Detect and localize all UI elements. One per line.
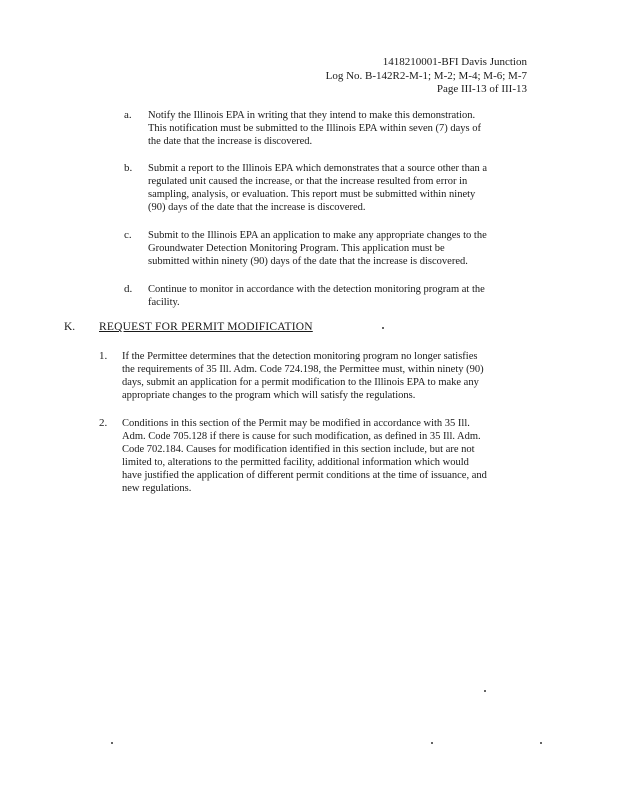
scan-speck [431,742,433,744]
item-a-label: a. [124,109,132,121]
section-k-letter: K. [64,321,76,333]
header-page-number: Page III-13 of III-13 [436,83,527,95]
item-1-label: 1. [99,350,108,362]
item-d-text: Continue to monitor in accordance with the detection monitoring program at the facility. [148,284,485,308]
item-2-text: Conditions in this section of the Permit may be modified in accordance with 35 Ill. Adm. Code 705.128 if there is cause for such modification, as defined in 35 Ill. Adm. Code 702.184. Causes for modification identified in this section include, but are not limited to, alterations to the permitted facility, additional information which would have justified the application of different permit conditions at the time of issuance, and new regulations. [122,418,487,494]
item-2-label: 2. [99,417,108,429]
item-b-text: Submit a report to the Illinois EPA which demonstrates that a source other than a regulated unit caused the increase, or that the increase resulted from error in sampling, analysis, or evaluation. This report must be submitted within ninety (90) days of the date that the increase is discovered. [148,163,488,213]
item-1-text: If the Permittee determines that the detection monitoring program no longer satisfies the requirements of 35 Ill. Adm. Code 724.198, the Permittee must, within ninety (90) days, submit an application for a permit modification to the Illinois EPA to make any appropriate changes to the program which will satisfy the regulations. [122,351,484,401]
scan-speck [111,742,113,744]
scan-speck [382,327,384,329]
item-c-text: Submit to the Illinois EPA an application to make any appropriate changes to the Groundwater Detection Monitoring Program. This application must be submitted within ninety (90) days of the date that the increase is discovered. [148,230,487,267]
scan-speck [540,742,542,744]
item-c-label: c. [124,229,132,241]
item-b-label: b. [124,162,133,174]
header-log-number: Log No. B-142R2-M-1; M-2; M-4; M-6; M-7 [325,70,527,82]
scan-speck [484,690,486,692]
section-k-title: REQUEST FOR PERMIT MODIFICATION [99,321,313,333]
header-permit-id: 1418210001-BFI Davis Junction [382,56,527,68]
item-a-text: Notify the Illinois EPA in writing that they intend to make this demonstration. This notification must be submitted to the Illinois EPA within seven (7) days of the date that the increase is discovered. [148,110,481,147]
item-d-label: d. [124,283,133,295]
